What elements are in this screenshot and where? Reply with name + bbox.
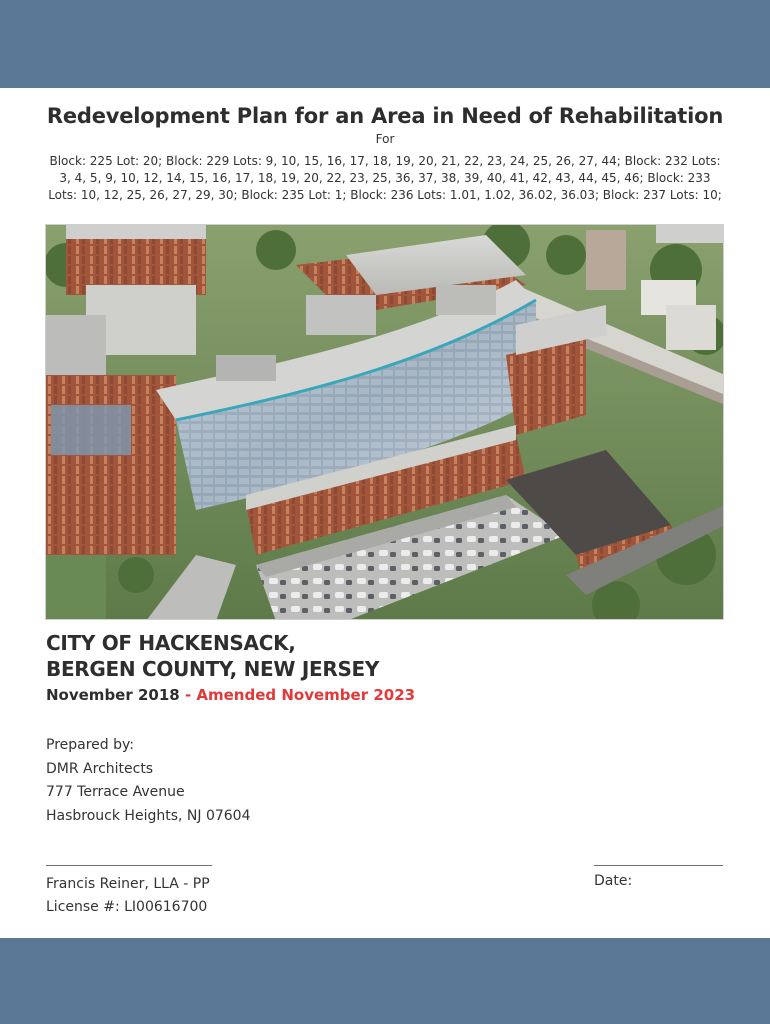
block-lot-list: Block: 225 Lot: 20; Block: 229 Lots: 9, 10, 15, 16, 17, 18, 19, 20, 21, 22, 23, 24, 25, 26, 27, 44; Block: 232 Lots: 3, 4, 5, 9, 10, 12, 14, 15, 16, 17, 18, 19, 20, 22, 23, 25, 36, 37, 38, 39, 40, 41, 42, 43, 44, 45, 46; Block: 233 Lots: 10, 12, 25, 26, 27, 29, 30; Block: 235 Lot: 1; Block: 236 Lots: 1.01, 1.02, 36.02, 36.03; Block: 237 Lots: 10; — [48, 154, 722, 202]
amended-date: - Amended November 2023 — [179, 686, 416, 704]
header-band — [0, 0, 770, 88]
footer-band — [0, 938, 770, 1024]
date-line — [594, 865, 723, 866]
firm-street: 777 Terrace Avenue — [46, 784, 185, 800]
city-heading — [46, 630, 379, 682]
for-label: For — [375, 132, 395, 146]
original-date: November 2018 — [46, 686, 180, 704]
prepared-by-block — [46, 734, 251, 828]
prepared-by-label: Prepared by: — [46, 737, 134, 753]
city-line-2: BERGEN COUNTY, NEW JERSEY — [46, 657, 380, 681]
firm-city: Hasbrouck Heights, NJ 07604 — [46, 807, 251, 824]
aerial-rendering-image — [45, 224, 724, 620]
date-label: Date: — [594, 873, 633, 889]
document-title: Redevelopment Plan for an Area in Need of Rehabilitation — [46, 104, 724, 128]
signer-block — [46, 873, 210, 919]
signature-line — [46, 865, 212, 866]
city-line-1: CITY OF HACKENSACK, — [46, 631, 296, 655]
signer-name: Francis Reiner, LLA - PP — [46, 876, 210, 892]
firm-name: DMR Architects — [46, 760, 154, 777]
signer-license: License #: LI00616700 — [46, 899, 208, 915]
plan-dates — [46, 686, 415, 704]
